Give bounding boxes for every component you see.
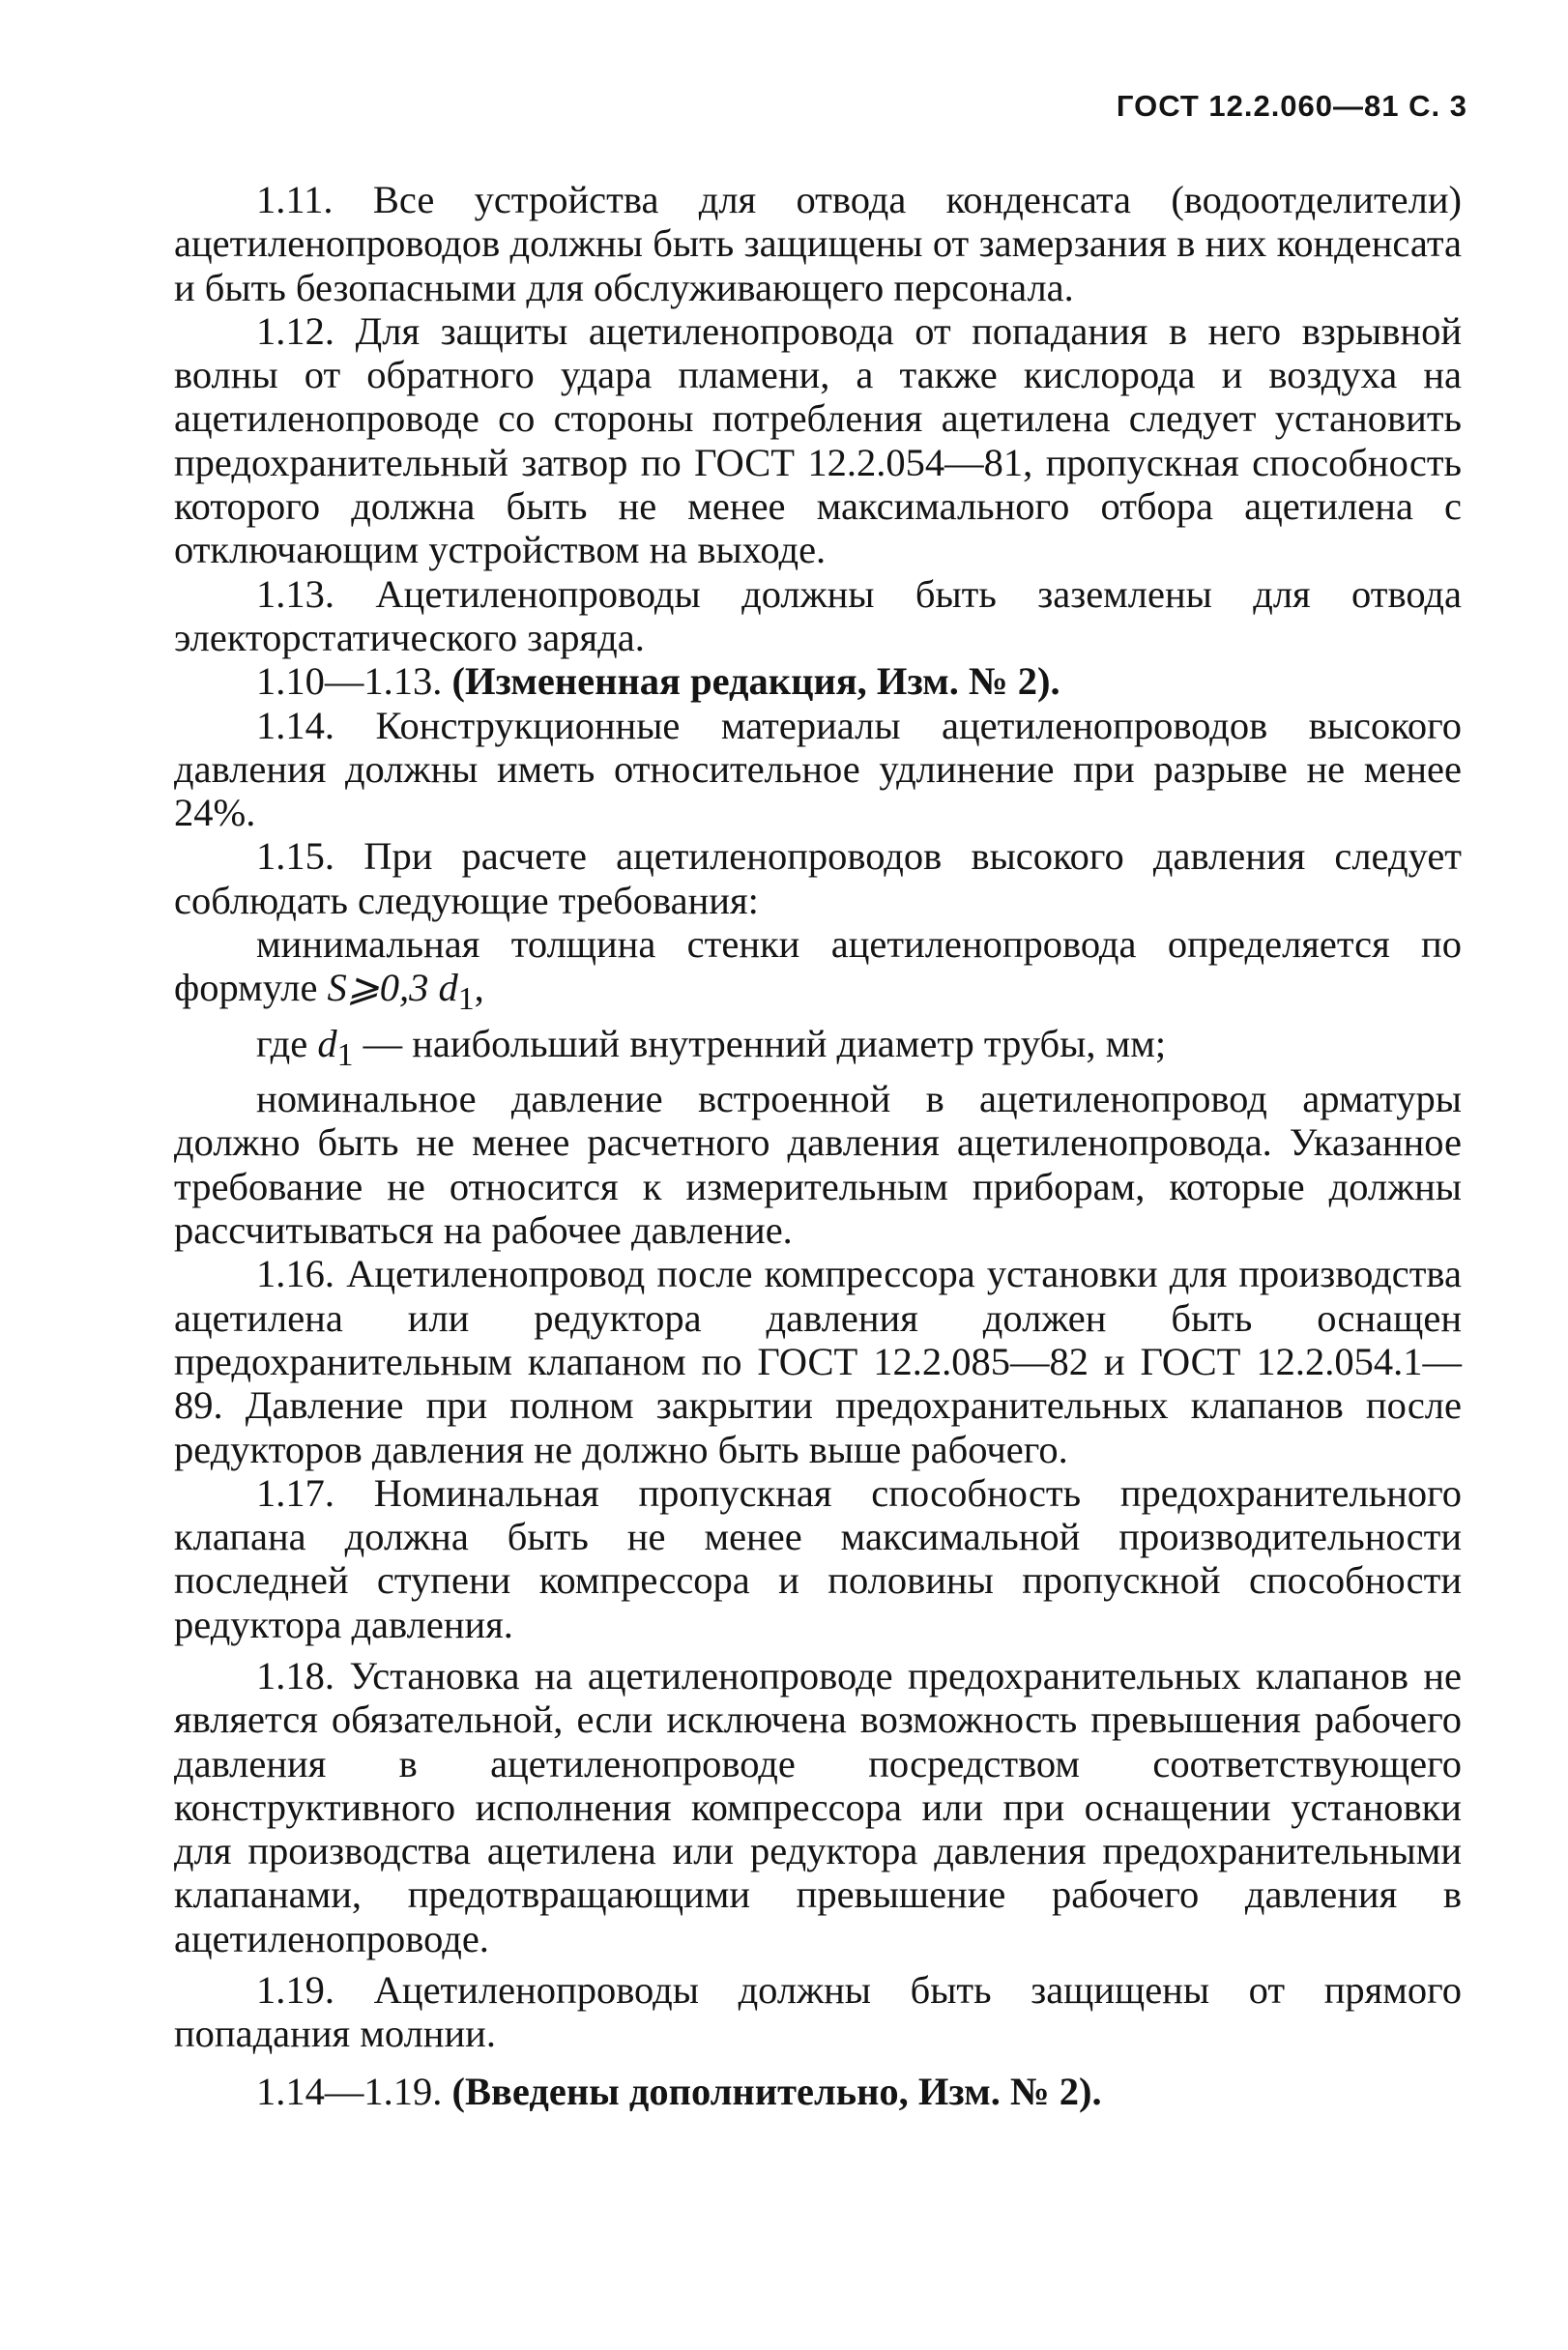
amendment-range: 1.10—1.13. [256,659,452,704]
clause-1-14: 1.14. Конструкционные материалы ацетиленопроводов высокого давления должны иметь относительное удлинение при разрыве не менее 24%. [174,703,1462,835]
formula-end: , [474,966,484,1010]
clause-1-15-where [174,1022,1462,1077]
standard-number: ГОСТ 12.2.060—81 [1116,89,1400,123]
clause-1-18: 1.18. Установка на ацетиленопроводе предохранительных клапанов не является обязательной, если исключена возможность превышения рабочего давления в ацетиленопроводе посредством соответствующего конструктивного исполнения компрессора или при оснащении установки для производства ацетилена или редуктора давления предохранительными клапанами, предотвращающими превышение рабочего давления в ацетиленопроводе. [174,1653,1462,1960]
clause-1-11: 1.11. Все устройства для отвода конденсата (водоотделители) ацетиленопроводов должны быть защищены от замерзания в них конденсата и быть безопасными для обслуживающего персонала. [174,178,1462,309]
page-header [1117,89,1467,124]
clause-1-15-nominal-pressure: номинальное давление встроенной в ацетиленопровод арматуры должно быть не менее расчетного давления ацетиленопровода. Указанное требование не относится к измерительным приборам, которые должны рассчитываться на рабочее давление. [174,1077,1462,1253]
clause-1-15-wall-thickness [174,922,1462,1022]
wall-thickness-text: минимальная толщина стенки ацетиленопровода определяется по формуле [174,922,1462,1010]
variable-d: d [317,1021,337,1065]
variable-subscript: 1 [336,1036,354,1073]
amendment-text: (Измененная редакция, Изм. № 2). [451,659,1060,704]
amendment-text: (Введены дополнительно, Изм. № 2). [451,2069,1102,2113]
clause-1-17: 1.17. Номинальная пропускная способность предохранительного клапана должна быть не менее максимальной производительности последней ступени компрессора и половины пропускной способности редуктора давления. [174,1470,1462,1646]
formula: S⩾0,3 d [327,966,458,1010]
where-text: — наибольший внутренний диаметр трубы, мм; [353,1021,1167,1065]
clause-1-15: 1.15. При расчете ацетиленопроводов высокого давления следует соблюдать следующие требования: [174,834,1462,922]
where-prefix: где [256,1021,318,1065]
clause-1-12: 1.12. Для защиты ацетиленопровода от попадания в него взрывной волны от обратного удара пламени, а также кислорода и воздуха на ацетиленопроводе со стороны потребления ацетилена следует установить предохранительный затвор по ГОСТ 12.2.054—81, пропускная способность которого должна быть не менее максимального отбора ацетилена с отключающим устройством на выходе. [174,308,1462,572]
clause-1-19: 1.19. Ацетиленопроводы должны быть защищены от прямого попадания молнии. [174,1968,1462,2056]
amendment-range: 1.14—1.19. [256,2069,452,2113]
formula-subscript: 1 [457,981,475,1018]
page-number: С. 3 [1408,89,1467,123]
amendment-note-1-10-1-13 [174,659,1462,703]
document-body [174,178,1462,2113]
clause-1-13: 1.13. Ацетиленопроводы должны быть заземлены для отвода электорстатического заряда. [174,571,1462,659]
clause-1-16: 1.16. Ацетиленопровод после компрессора установки для производства ацетилена или редуктора давления должен быть оснащен предохранительным клапаном по ГОСТ 12.2.085—82 и ГОСТ 12.2.054.1—89. Давление при полном закрытии предохранительных клапанов после редукторов давления не должно быть выше рабочего. [174,1252,1462,1471]
amendment-note-1-14-1-19 [174,2070,1462,2113]
